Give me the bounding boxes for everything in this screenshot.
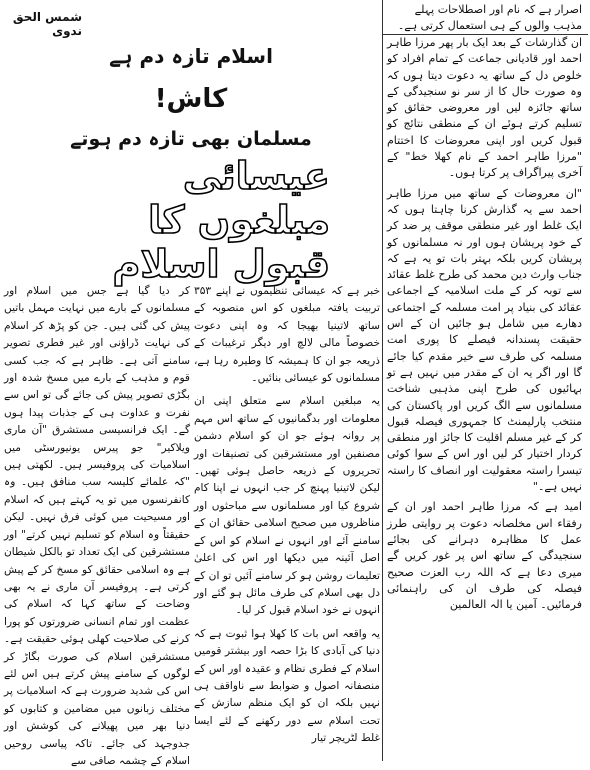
right-column xyxy=(382,0,588,761)
middle-column xyxy=(194,283,380,761)
middle-paragraph-1: خبر ہے کہ عیسائی تنظیموں نے اپنے ۳۵۳ تربیت یافتہ مبلغوں کو اس منصوبہ کے ساتھ لاتینیا بھیجا کہ وہ اپنی دعوت خصوصاً مالی لالچ اور دیگر ترغیبات کے ذریعہ جو ان کا ہمیشہ کا وطیرہ رہا ہے، مسلمانوں کو عیسائی بنائیں۔ xyxy=(194,285,380,385)
author-byline: شمس الحق ندوی xyxy=(12,10,82,38)
kicker-line-3: مسلمان بھی تازہ دم ہوتے xyxy=(70,128,312,150)
kicker-line-1: اسلام تازہ دم ہے xyxy=(109,44,273,68)
article-header xyxy=(0,0,382,286)
middle-paragraph-3: یہ واقعہ اس بات کا کھلا ہوا ثبوت ہے کہ دنیا کی آبادی کا بڑا حصہ اور بیشتر قومیں اسلام کے فطری نظام و عقیدہ اور اس کے منصفانہ اصول و ضوابط سے ناواقف ہی نہیں بلکہ ان کو ایک منظم سازش کے تحت اسلام سے دور رکھنے کے لئے ایسا غلط لٹریچر تیار xyxy=(194,627,380,745)
right-paragraph-2: "ان معروضات کے ساتھ میں مرزا طاہر احمد سے یہ گذارش کرنا چاہتا ہوں کہ ایک غلط اور غیر منطقی موقف پر ضد کر کے خود پریشان ہوں اور نہ مسلمانوں کو پریشان کریں بلکہ بہتر بات تو یہ ہے کہ جناب وارث دین محمد کی طرح غلط عقائد سے توبہ کر کے ملت اسلامیہ کے اجماعی عقائد کی بنیاد پر امت مسلمہ کے اجتماعی دھارے میں شامل ہو جائیں ان کے اس حقیقت پسندانہ فیصلے کا پوری امت مسلمہ کی طرف سے خیر مقدم کیا جائے گا اور اگر یہ ان کے مقدر میں نہیں ہے تو بہائیوں کی طرح اپنی مذہبی شناخت مسلمانوں سے الگ کریں اور پاکستان کی منتخب پارلیمنٹ کا جمہوری فیصلہ قبول کر کے غیر مسلم اقلیت کا جائز اور منطقی کردار اختیار کر لیں اور اس کے سوا کوئی تیسرا راستہ معقولیت اور انصاف کا راستہ نہیں ہے۔" xyxy=(387,186,582,494)
headline-text: عیسائی مبلغوں کا قبول اسلام xyxy=(112,154,330,286)
right-column-top-line: اصرار ہے کہ نام اور اصطلاحات پہلے مذہب والوں کے ہی استعمال کرتی ہے۔ xyxy=(383,0,588,35)
middle-paragraph-2: یہ مبلغین اسلام سے متعلق اپنی ان معلومات اور بدگمانیوں کے ساتھ اس مہم پر روانہ ہوئے جو ان کو اسلام دشمن مصنفین اور مستشرقین کی تصنیفات اور تحریروں کے ذریعہ حاصل ہوئی تھیں۔ لیکن لاتینیا پہنچ کر جب انہوں نے اپنا کام شروع کیا اور مسلمانوں سے مباحثوں اور مناظروں میں صحیح اسلامی حقائق ان کے سامنے آئے اور انہوں نے اسلام کو اس کے اصل آئینہ میں دیکھا اور اس کی اعلیٰ تعلیمات روشن ہو کر سامنے آئیں تو ان کے دل بھی اسلام کی طرف مائل ہو گئے اور انہوں نے خود اسلام قبول کر لیا۔ xyxy=(194,395,380,617)
left-column xyxy=(4,283,190,767)
right-paragraph-3: امید ہے کہ مرزا طاہر احمد اور ان کے رفقاء اس مخلصانہ دعوت پر روایتی طرز عمل کا مظاہرہ دہرانے کی بجائے سنجیدگی کے ساتھ اس پر غور کریں گے میری دعا ہے کہ اللہ رب العزت صحیح فیصلہ کی طرف ان کی راہنمائی فرمائیں۔ آمین یا الہ العالمین xyxy=(387,500,582,612)
headline xyxy=(60,154,330,286)
kicker-line-2: کاش! xyxy=(154,84,228,114)
right-paragraph-1: ان گذارشات کے بعد ایک بار پھر مرزا طاہر احمد اور قادیانی جماعت کے تمام افراد کو خلوص دل کے ساتھ یہ دعوت دیتا ہوں کہ وہ صورت حال کا از سر نو سنجیدگی کے ساتھ جائزہ لیں اور معروضی حقائق کو تسلیم کرتے ہوئے ان کے منطقی نتائج کو قبول کریں اور اپنی معروضات کا اختتام "مرزا طاہر احمد کے نام کھلا خط" کے آخری پیراگراف پر کرتا ہوں۔ xyxy=(387,36,582,180)
left-paragraph-1: کر دیا گیا ہے جس میں اسلام اور مسلمانوں کے بارے میں نہایت مہمل باتیں پیش کی گئی ہیں۔ جن کو پڑھ کر اسلام کی نہایت ڈراؤنی اور غیر فطری تصویر سامنے آتی ہے۔ ظاہر ہے کہ جب کسی قوم و مذہب کے بارے میں مسخ شدہ اور بگڑی تصویر پیش کی جائے گی تو اس سے نفرت و عداوت ہی کے جذبات پیدا ہوں گے۔ ایک فرانسیسی مستشرق "آن ماری ویلاکیر" جو پیرس یونیورسٹی میں اسلامیات کی پروفیسر ہیں۔ لکھتی ہیں "کہ علمائے کلیسہ سب منافق ہیں۔ وہ کانفرنسوں میں تو یہ کہتے ہیں کہ اسلام اور مسیحیت میں کوئی فرق نہیں۔ لیکن حقیقتاً وہ اسلام کو تسلیم نہیں کرتے" اور مستشرقین کی ایک تعداد تو بالکل شیطان ہے وہ اسلامی حقائق کو مسخ کر کے پیش کرتی ہے۔ پروفیسر آن ماری نے یہ بھی وضاحت کے ساتھ کہا کہ اسلام کی عظمت اور تمام انسانی ضرورتوں کو پورا کرنے کی صلاحیت کھلی ہوئی حقیقت ہے۔ مستشرقین اسلام کی صورت بگاڑ کر لوگوں کے سامنے پیش کرتے ہیں اس لئے اس کی شدید ضرورت ہے کہ اسلامیات پر مختلف زبانوں میں مضامین و کتابوں کو دنیا بھر میں پھیلانے کی کوشش اور جدوجہد کی جائے۔ تاکہ پیاسی روحیں اسلام کے چشمہ صافی سے xyxy=(4,285,190,767)
